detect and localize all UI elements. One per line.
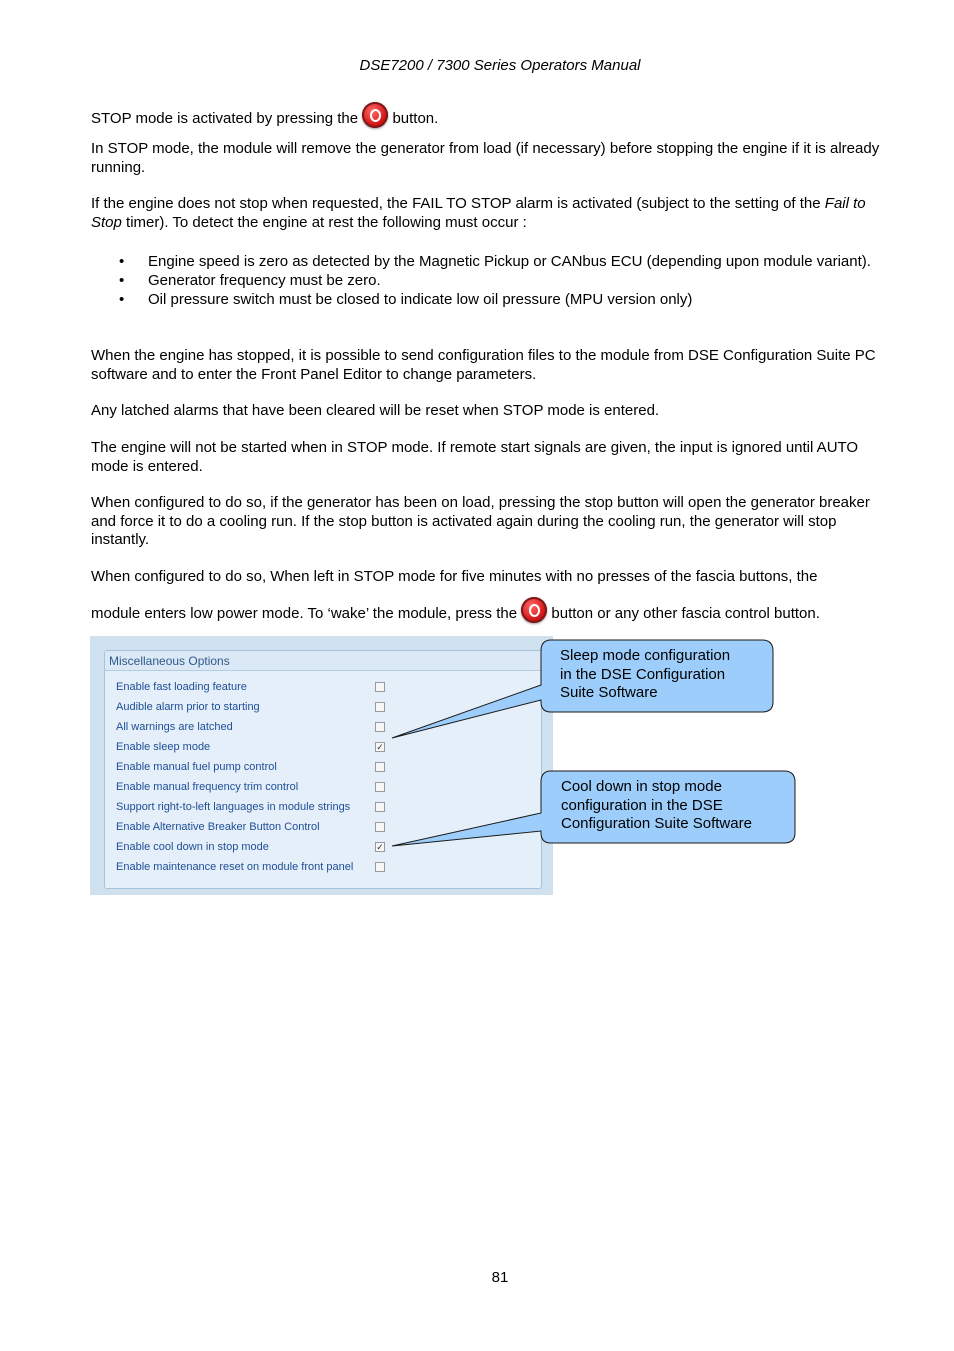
- option-label-audible-alarm: Audible alarm prior to starting: [116, 701, 260, 713]
- paragraph-text: button.: [392, 110, 439, 127]
- paragraph-cooling-run: When configured to do so, if the generator has been on load, pressing the stop button will open the generator breaker and force it to do a cooling run. If the stop button is activated again during the cooling run, the generator will stop instantly.: [91, 494, 870, 549]
- paragraph-configuration: When the engine has stopped, it is possible to send configuration files to the module from DSE Configuration Suite PC software and to enter the Front Panel Editor to change parameters.: [91, 347, 876, 383]
- paragraph-text: button or any other fascia control button.: [551, 604, 820, 622]
- paragraph-text: STOP mode is activated by pressing the: [91, 110, 359, 127]
- callout-line: Cool down in stop mode: [561, 778, 722, 795]
- option-label-fuel-pump: Enable manual fuel pump control: [116, 761, 277, 773]
- page-number: 81: [491, 1269, 509, 1286]
- checkbox-cool-down[interactable]: ✓: [376, 842, 384, 852]
- paragraph-text: timer). To detect the engine at rest the following must occur :: [126, 213, 527, 231]
- checkbox-sleep-mode[interactable]: ✓: [376, 742, 384, 752]
- callout-cooldown-text: [561, 778, 752, 834]
- option-label-breaker-button: Enable Alternative Breaker Button Control: [116, 821, 320, 833]
- list-item: • Oil pressure switch must be closed to indicate low oil pressure (MPU version only): [148, 290, 954, 309]
- option-label-rtl-languages: Support right-to-left languages in module strings: [116, 801, 351, 813]
- paragraph-latched-alarms: Any latched alarms that have been cleared will be reset when STOP mode is entered.: [91, 402, 660, 419]
- callout-line: Sleep mode configuration: [560, 647, 731, 664]
- list-item: • Generator frequency must be zero.: [148, 271, 954, 290]
- paragraph-text: module enters low power mode. To ‘wake’ the module, press the: [91, 604, 518, 622]
- callout-line: configuration in the DSE: [561, 796, 723, 814]
- option-label-frequency-trim: Enable manual frequency trim control: [116, 781, 299, 793]
- paragraph-text: If the engine does not stop when requested, the FAIL TO STOP alarm is activated (subject to the setting of the: [91, 195, 821, 212]
- paragraph-text: When configured to do so, When left in STOP mode for five minutes with no presses of the fascia buttons, the: [91, 568, 818, 585]
- option-label-fast-loading: Enable fast loading feature: [116, 681, 247, 693]
- document-header: DSE7200 / 7300 Series Operators Manual: [359, 57, 641, 74]
- callout-sleep-text: [560, 647, 730, 703]
- option-label-cool-down: Enable cool down in stop mode: [116, 841, 269, 853]
- callout-line: Configuration Suite Software: [561, 815, 752, 832]
- callout-line: in the DSE Configuration: [560, 665, 726, 683]
- option-label-maintenance-reset: Enable maintenance reset on module front panel: [116, 861, 354, 873]
- callout-line: Suite Software: [560, 684, 658, 701]
- paragraph-stop-mode: In STOP mode, the module will remove the generator from load (if necessary) before stopping the engine if it is already running.: [91, 140, 880, 176]
- misc-options-title: Miscellaneous Options: [105, 651, 541, 671]
- option-label-sleep-mode: Enable sleep mode: [116, 741, 211, 753]
- fail-to-stop-term: Fail to Stop: [91, 195, 866, 231]
- paragraph-no-start: The engine will not be started when in STOP mode. If remote start signals are given, the input is ignored until AUTO mode is entered.: [91, 439, 859, 475]
- list-item: • Engine speed is zero as detected by the Magnetic Pickup or CANbus ECU (depending upon module variant).: [148, 252, 954, 271]
- option-label-warnings-latched: All warnings are latched: [116, 721, 233, 733]
